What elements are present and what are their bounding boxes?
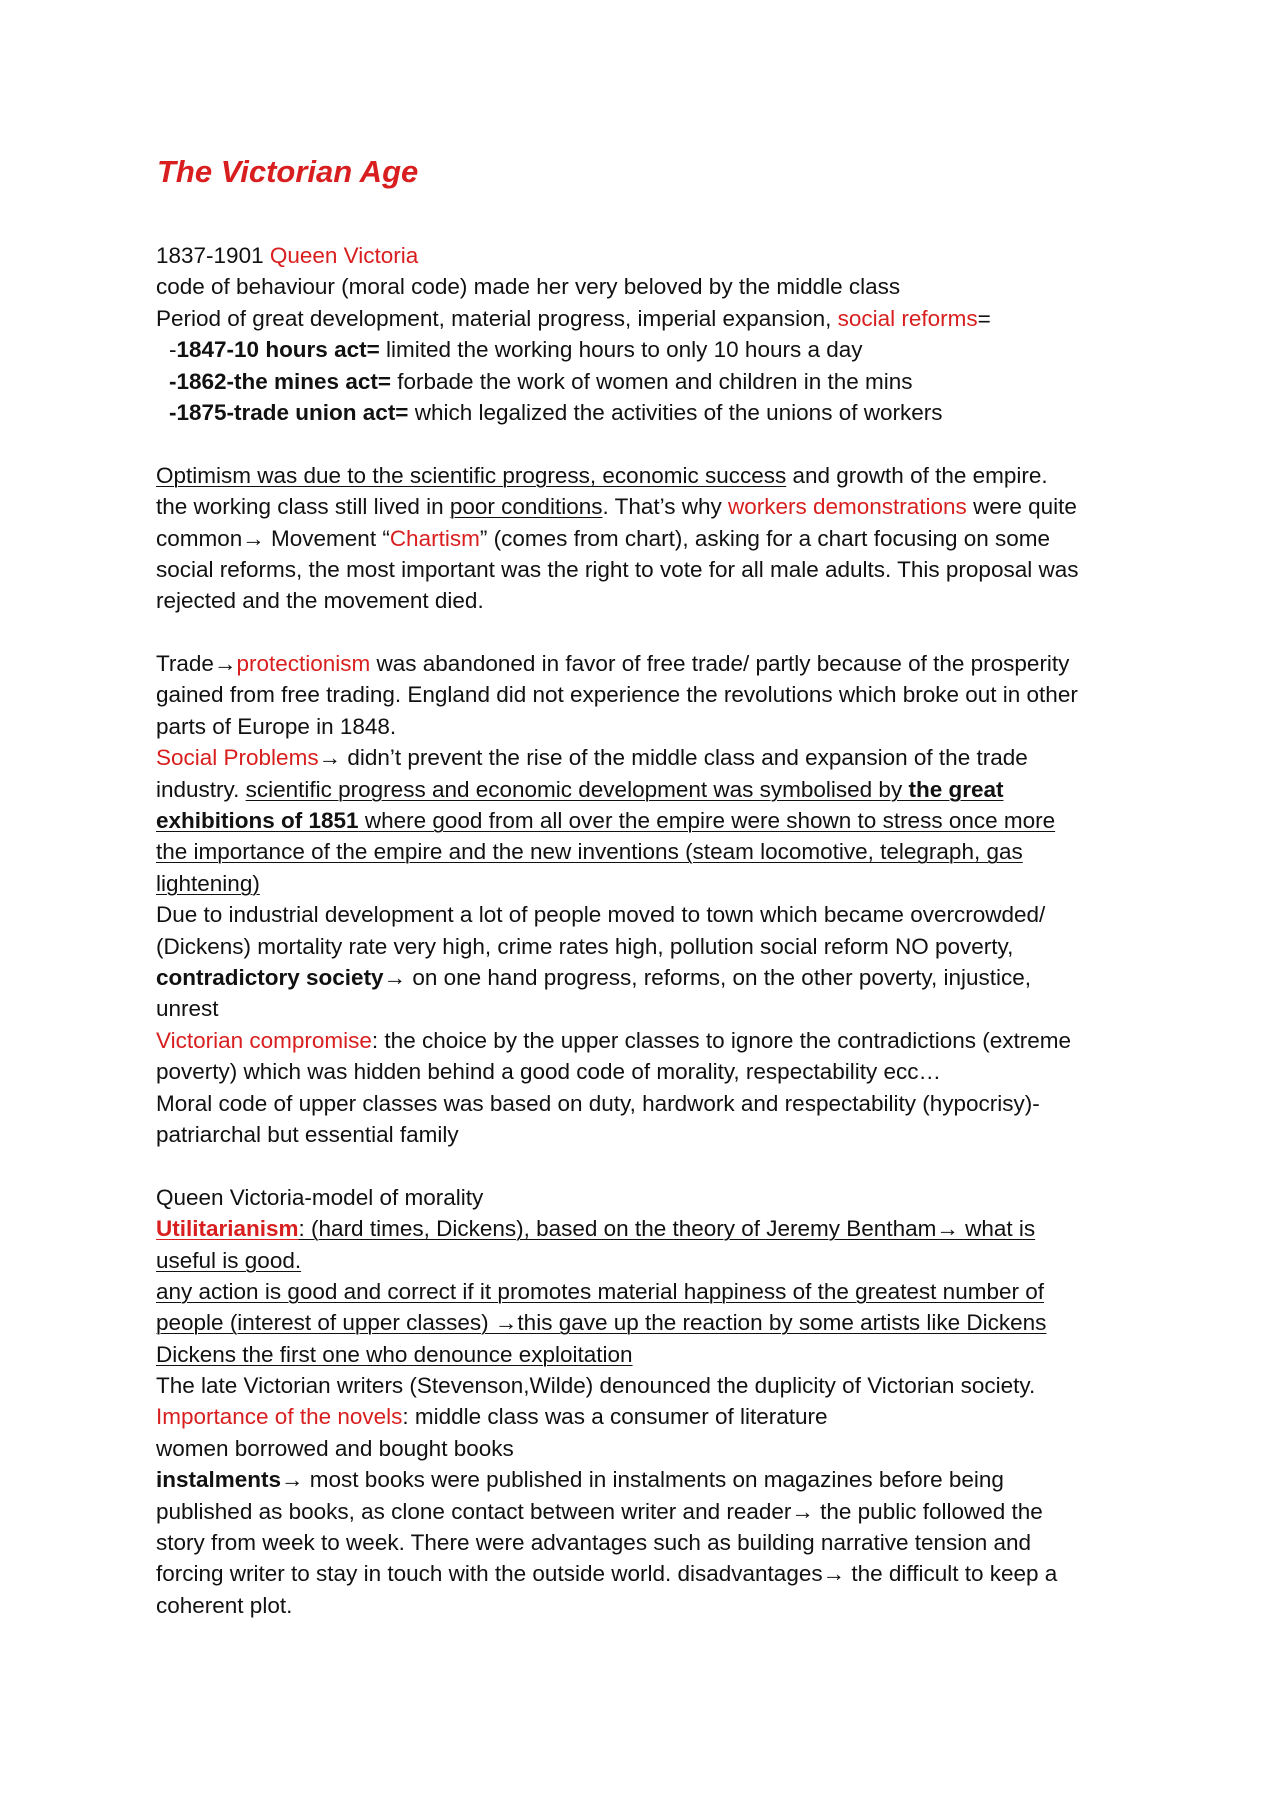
text-line: Importance of the novels: middle class was a consumer of literature xyxy=(156,1404,828,1430)
text-line: gained from free trading. England did not experience the revolutions which broke out in other xyxy=(156,682,1078,708)
text-line: Utilitarianism: (hard times, Dickens), based on the theory of Jeremy Bentham→ what is xyxy=(156,1216,1036,1242)
text-line: the working class still lived in poor conditions. That’s why workers demonstrations were quite xyxy=(156,494,1077,520)
text-line: Moral code of upper classes was based on duty, hardwork and respectability (hypocrisy)- xyxy=(156,1090,1040,1116)
importance-of-novels-highlight: Importance of the novels xyxy=(156,1404,403,1430)
text-line: contradictory society→ on one hand progress, reforms, on the other poverty, injustice, xyxy=(156,964,1032,990)
text-line: unrest xyxy=(156,996,219,1022)
text-line: useful is good. xyxy=(156,1247,302,1273)
victorian-compromise-highlight: Victorian compromise xyxy=(156,1027,372,1053)
text-line: coherent plot. xyxy=(156,1592,293,1618)
text-line: poverty) which was hidden behind a good code of morality, respectability ecc… xyxy=(156,1059,941,1085)
text-line: women borrowed and bought books xyxy=(156,1435,514,1461)
text-line: Victorian compromise: the choice by the upper classes to ignore the contradictions (extreme xyxy=(156,1027,1072,1053)
text-line: story from week to week. There were advantages such as building narrative tension and xyxy=(156,1530,1032,1556)
utilitarianism-highlight: Utilitarianism xyxy=(156,1216,299,1242)
text-line: (Dickens) mortality rate very high, crime rates high, pollution social reform NO poverty, xyxy=(156,933,1014,959)
page-title: The Victorian Age xyxy=(157,154,419,189)
text-line: Social Problems→ didn’t prevent the rise of the middle class and expansion of the trade xyxy=(156,745,1028,771)
text-line: the importance of the empire and the new inventions (steam locomotive, telegraph, gas xyxy=(156,839,1023,865)
text-line: common→ Movement “Chartism” (comes from chart), asking for a chart focusing on some xyxy=(156,525,1051,551)
paragraph-gap xyxy=(156,1150,1156,1181)
document-body xyxy=(156,240,1156,1621)
text-line: The late Victorian writers (Stevenson,Wilde) denounced the duplicity of Victorian society. xyxy=(156,1373,1036,1399)
social-problems-highlight: Social Problems xyxy=(156,745,319,771)
text-line: lightening) xyxy=(156,870,260,896)
text-line: patriarchal but essential family xyxy=(156,1121,459,1147)
chartism-highlight: Chartism xyxy=(389,525,480,551)
reign-years: 1837-1901 xyxy=(156,243,270,268)
reign-line xyxy=(156,240,1156,271)
text-line: parts of Europe in 1848. xyxy=(156,713,397,739)
workers-demonstrations-highlight: workers demonstrations xyxy=(727,494,967,520)
paragraph-gap xyxy=(156,428,1156,459)
text-line: any action is good and correct if it promotes material happiness of the greatest number of xyxy=(156,1278,1044,1304)
protectionism-highlight: protectionism xyxy=(236,651,371,677)
text-line: instalments→ most books were published in instalments on magazines before being xyxy=(156,1467,1004,1493)
text-line: people (interest of upper classes) →this gave up the reaction by some artists like Dickens xyxy=(156,1310,1047,1336)
text-line: Due to industrial development a lot of people moved to town which became overcrowded/ xyxy=(156,902,1046,928)
text-line: forcing writer to stay in touch with the outside world. disadvantages→ the difficult to keep a xyxy=(156,1561,1058,1587)
text-line: rejected and the movement died. xyxy=(156,588,484,614)
queen-victoria-highlight: Queen Victoria xyxy=(269,243,419,268)
act-item: -1862-the mines act= forbade the work of women and children in the mins xyxy=(169,368,913,394)
act-item: -1847-10 hours act= limited the working hours to only 10 hours a day xyxy=(169,337,863,363)
text-line: Dickens the first one who denounce exploitation xyxy=(156,1341,633,1367)
text-line: exhibitions of 1851 where good from all over the empire were shown to stress once more xyxy=(156,808,1056,834)
act-item: -1875-trade union act= which legalized the activities of the unions of workers xyxy=(169,399,943,425)
text-line: social reforms, the most important was the right to vote for all male adults. This proposal was xyxy=(156,556,1079,582)
text-line: Optimism was due to the scientific progress, economic success and growth of the empire. xyxy=(156,462,1048,488)
social-reforms-highlight: social reforms xyxy=(837,305,978,331)
paragraph-gap xyxy=(156,617,1156,648)
text-line: published as books, as clone contact between writer and reader→ the public followed the xyxy=(156,1498,1043,1524)
text-line: industry. scientific progress and economic development was symbolised by the great xyxy=(156,776,1004,802)
text-line: Trade→protectionism was abandoned in favor of free trade/ partly because of the prosperity xyxy=(156,651,1070,677)
text-line: code of behaviour (moral code) made her very beloved by the middle class xyxy=(156,274,901,300)
text-line: Period of great development, material progress, imperial expansion, social reforms= xyxy=(156,305,991,331)
text-line: Queen Victoria-model of morality xyxy=(156,1184,484,1210)
